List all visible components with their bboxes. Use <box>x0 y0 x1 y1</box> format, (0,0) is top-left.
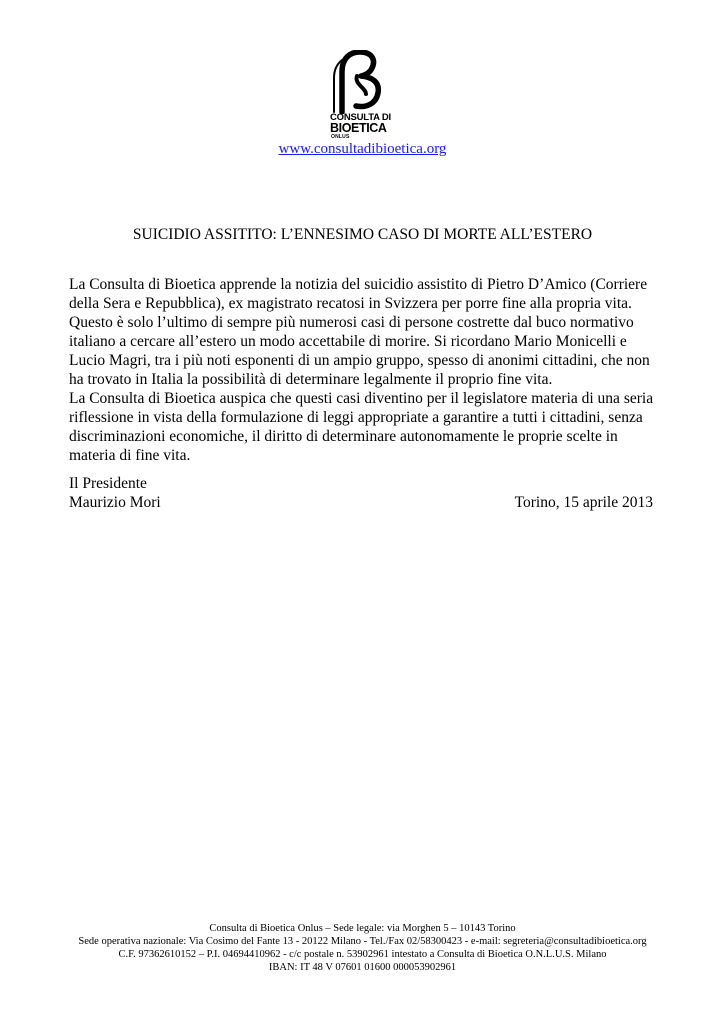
body-paragraph-1: La Consulta di Bioetica apprende la notizia del suicidio assistito di Pietro D’Amico (Corriere della Sera e Repubblica), ex magistrato recatosi in Svizzera per porre fine alla propria vita. Questo è solo l’ultimo di sempre più numerosi casi di persone costrette dal buco normativo italiano a cercare all’estero un modo accettabile di morire. Si ricordano Mario Monicelli e Lucio Magri, tra i più noti esponenti di un ampio gruppo, spesso di anonimi cittadini, che non ha trovato in Italia la possibilità di determinare legalmente il proprio fine vita. <box>69 276 650 388</box>
organization-logo <box>326 50 398 140</box>
document-title: SUICIDIO ASSITITO: L’ENNESIMO CASO DI MORTE ALL’ESTERO <box>132 226 593 243</box>
logo-line-1: CONSULTA DI <box>330 112 391 123</box>
footer-line-2: Sede operativa nazionale: Via Cosimo del Fante 13 - 20122 Milano - Tel./Fax 02/58300423 - e-mail: segreteria@consultadibioetica.org <box>78 936 647 947</box>
signature-role: Il Presidente <box>69 475 147 492</box>
body-paragraph-2: La Consulta di Bioetica auspica che questi casi diventino per il legislatore materia di una seria riflessione in vista della formulazione di leggi appropriate a garantire a tutti i cittadini, senza discriminazioni economiche, il diritto di determinare autonomamente le proprie scelte in materia di fine vita. <box>69 390 654 464</box>
page-footer <box>0 922 725 974</box>
footer-line-3: C.F. 97362610152 – P.I. 04694410962 - c/c postale n. 53902961 intestato a Consulta di Bioetica O.N.L.U.S. Milano <box>118 949 607 960</box>
signature-name: Maurizio Mori <box>69 494 161 511</box>
bioetica-logo-icon <box>326 50 398 114</box>
document-body <box>69 275 655 465</box>
signature-place-date: Torino, 15 aprile 2013 <box>514 494 653 511</box>
logo-line-2: BIOETICA <box>330 121 387 135</box>
footer-line-4: IBAN: IT 48 V 07601 01600 000053902961 <box>268 962 457 973</box>
website-link[interactable]: www.consultadibioetica.org <box>278 141 447 157</box>
logo-line-3: ONLUS <box>331 134 350 140</box>
footer-line-1: Consulta di Bioetica Onlus – Sede legale: via Morghen 5 – 10143 Torino <box>209 923 516 934</box>
